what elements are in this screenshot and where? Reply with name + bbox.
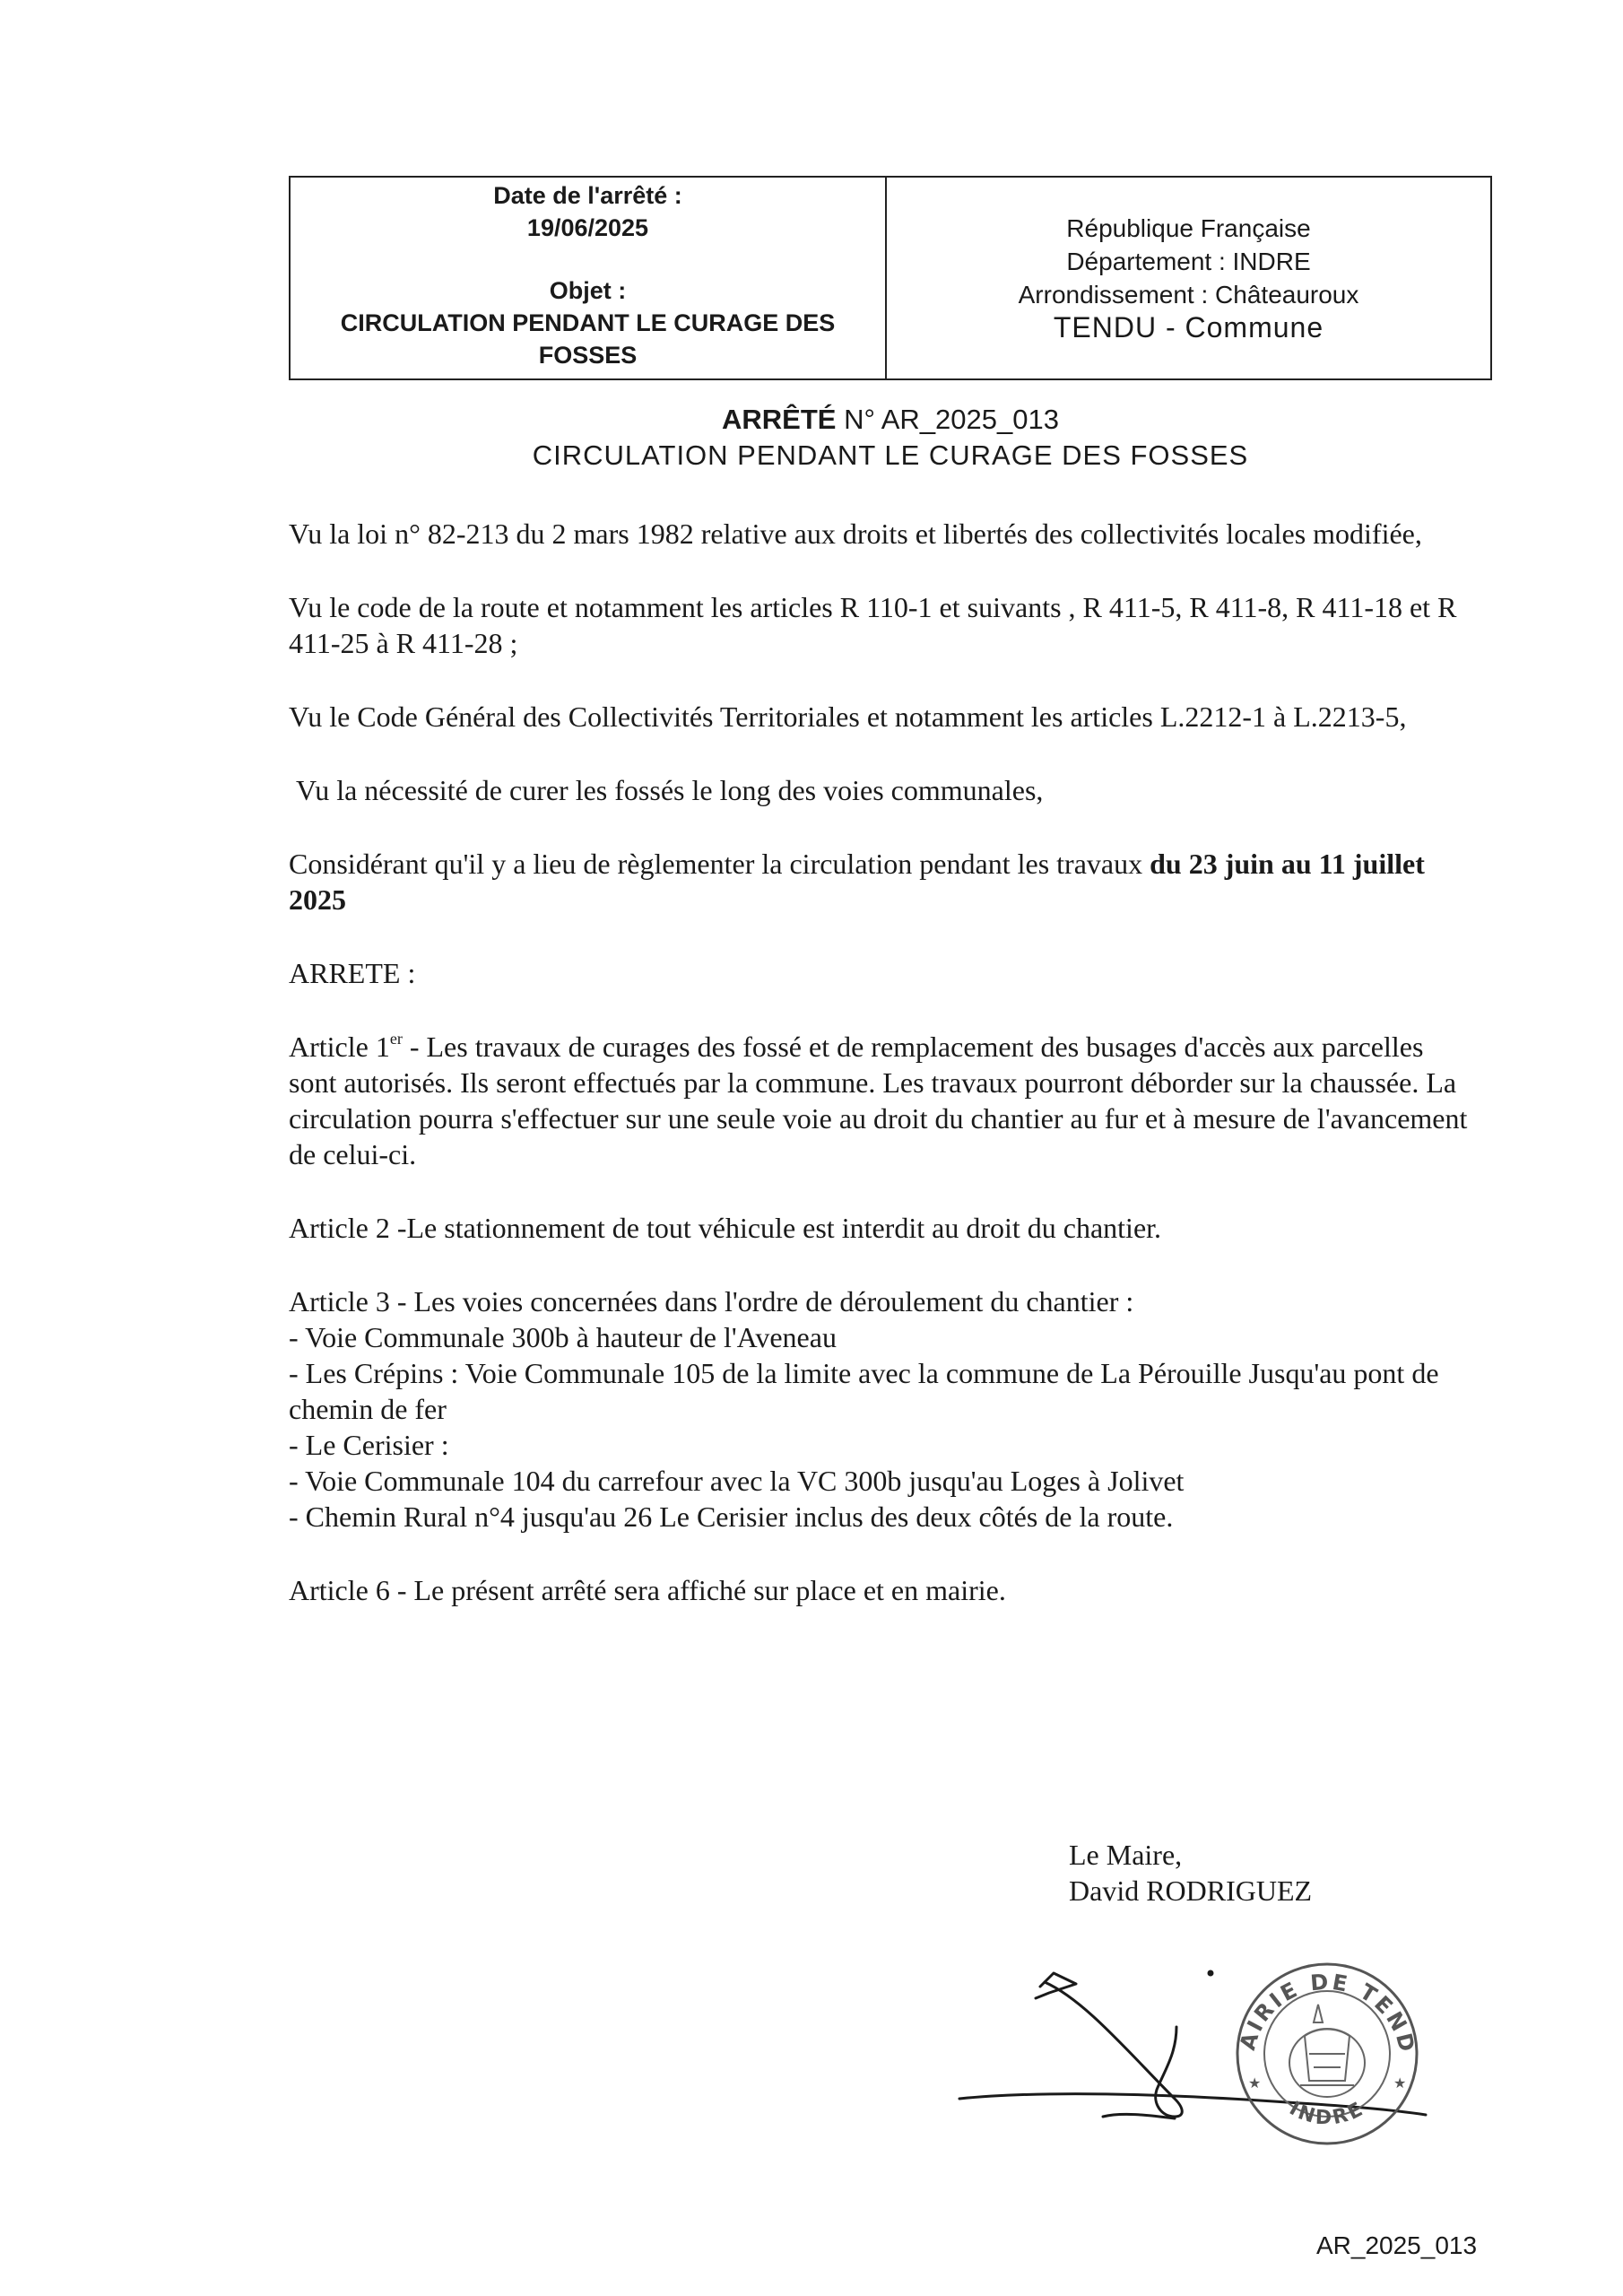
considerant-text: Considérant qu'il y a lieu de règlementer la circulation pendant les travaux bbox=[289, 848, 1150, 880]
considerant-dates: du 23 juin au 11 juillet 2025 bbox=[289, 848, 1425, 916]
considerant bbox=[289, 846, 1472, 918]
article-1 bbox=[289, 1029, 1472, 1172]
list-item: - Voie Communale 104 du carrefour avec la VC 300b jusqu'au Loges à Jolivet bbox=[289, 1465, 1185, 1497]
list-item: - Les Crépins : Voie Communale 105 de la limite avec la commune de La Pérouille Jusqu'au pont de chemin de fer bbox=[289, 1357, 1439, 1425]
stamp-top-text: MAIRIE DE TENDU bbox=[1235, 1969, 1420, 2059]
signature-role: Le Maire, bbox=[1069, 1839, 1183, 1871]
document-body bbox=[289, 516, 1472, 1646]
date-label: Date de l'arrêté : bbox=[493, 182, 682, 209]
objet-label: Objet : bbox=[549, 277, 627, 304]
header-table bbox=[289, 176, 1492, 380]
vu-necessite: Vu la nécessité de curer les fossés le long des voies communales, bbox=[296, 774, 1044, 806]
signature-and-stamp bbox=[942, 1946, 1444, 2179]
arrete-subject: CIRCULATION PENDANT LE CURAGE DES FOSSES bbox=[532, 439, 1249, 471]
objet-line1: CIRCULATION PENDANT LE CURAGE DES bbox=[340, 309, 836, 336]
article1-sup: er bbox=[389, 1030, 403, 1048]
document-title bbox=[289, 402, 1492, 474]
svg-text:★: ★ bbox=[1393, 2076, 1407, 2092]
svg-text:MAIRIE DE TENDU bbox=[1235, 1969, 1420, 2059]
signature-block bbox=[1069, 1837, 1312, 1909]
vu-cgct: Vu le Code Général des Collectivités Territoriales et notamment les articles L.2212-1 à L.2213-5, bbox=[289, 700, 1407, 733]
header-left-cell bbox=[291, 178, 887, 378]
list-item: - Voie Communale 300b à hauteur de l'Aveneau bbox=[289, 1321, 837, 1353]
stamp-emblem-icon bbox=[1289, 2005, 1365, 2097]
arrete-word: ARRÊTÉ bbox=[722, 404, 837, 435]
departement: Département : INDRE bbox=[1066, 248, 1311, 275]
article-3 bbox=[289, 1283, 1472, 1535]
commune: TENDU - Commune bbox=[1053, 311, 1324, 344]
article1-text: - Les travaux de curages des fossé et de remplacement des busages d'accès aux parcelles sont autorisés. Ils seront effectués par la commune. Les travaux pourront déborder sur la chaussée. La circulation pourra s'effectuer sur une seule voie au droit du chantier au fur et à mesure de l'avancement de celui-ci. bbox=[289, 1031, 1468, 1170]
arrete-label: ARRETE : bbox=[289, 957, 416, 989]
republique: République Française bbox=[1066, 214, 1311, 242]
article3-intro: Article 3 - Les voies concernées dans l'ordre de déroulement du chantier : bbox=[289, 1285, 1134, 1318]
article-2: Article 2 -Le stationnement de tout véhicule est interdit au droit du chantier. bbox=[289, 1212, 1162, 1244]
svg-text:INDRE bbox=[1285, 2098, 1368, 2130]
footer-reference: AR_2025_013 bbox=[1316, 2231, 1478, 2259]
vu-loi: Vu la loi n° 82-213 du 2 mars 1982 relative aux droits et libertés des collectivités locales modifiée, bbox=[289, 517, 1422, 550]
arrete-number: N° AR_2025_013 bbox=[836, 404, 1059, 435]
date-value: 19/06/2025 bbox=[526, 214, 649, 241]
official-stamp bbox=[1235, 1964, 1420, 2144]
vu-code-route: Vu le code de la route et notamment les articles R 110-1 et suivants , R 411-5, R 411-8, R 411-18 et R 411-25 à R 411-28 ; bbox=[289, 591, 1457, 659]
svg-text:★: ★ bbox=[1248, 2076, 1262, 2092]
stamp-bottom-text: INDRE bbox=[1285, 2097, 1369, 2130]
arrondissement: Arrondissement : Châteauroux bbox=[1018, 281, 1359, 309]
signature-name: David RODRIGUEZ bbox=[1069, 1874, 1313, 1907]
header-right-cell bbox=[887, 178, 1490, 378]
list-item: - Le Cerisier : bbox=[289, 1429, 449, 1461]
article-6: Article 6 - Le présent arrêté sera affiché sur place et en mairie. bbox=[289, 1574, 1006, 1606]
list-item: - Chemin Rural n°4 jusqu'au 26 Le Cerisier inclus des deux côtés de la route. bbox=[289, 1500, 1174, 1533]
article1-prefix: Article 1 bbox=[289, 1031, 390, 1063]
objet-line2: FOSSES bbox=[538, 342, 638, 369]
